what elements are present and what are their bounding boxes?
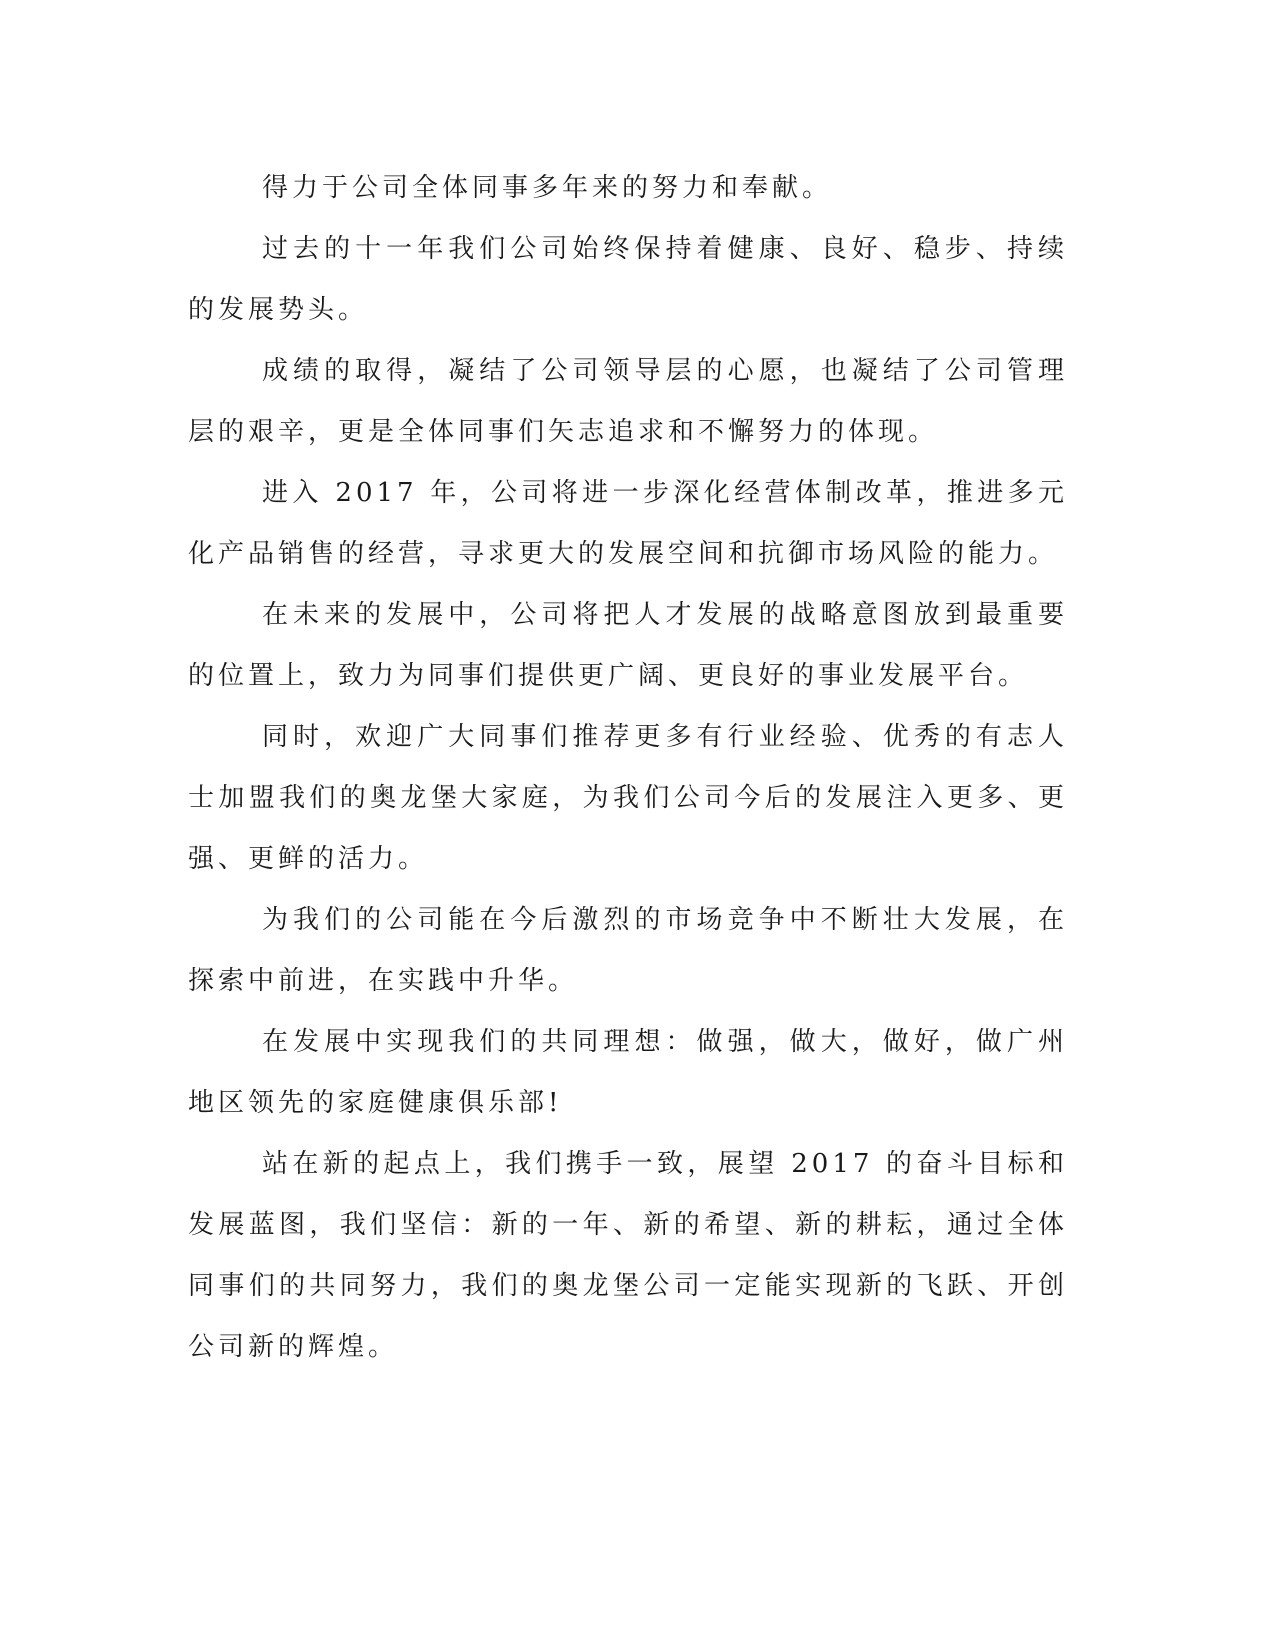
paragraph-8: 在发展中实现我们的共同理想：做强，做大，做好，做广州地区领先的家庭健康俱乐部! — [188, 1027, 1068, 1118]
paragraph-9: 站在新的起点上，我们携手一致，展望 2017 的奋斗目标和发展蓝图，我们坚信：新的一年、新的希望、新的耕耘，通过全体同事们的共同努力，我们的奥龙堡公司一定能实现新的飞跃、开创公司新的辉煌。 — [188, 1149, 1068, 1362]
paragraph-6: 同时，欢迎广大同事们推荐更多有行业经验、优秀的有志人士加盟我们的奥龙堡大家庭，为我们公司今后的发展注入更多、更强、更鲜的活力。 — [188, 722, 1068, 874]
paragraph-4: 进入 2017 年，公司将进一步深化经营体制改革，推进多元化产品销售的经营，寻求更大的发展空间和抗御市场风险的能力。 — [188, 478, 1068, 569]
paragraph-3: 成绩的取得，凝结了公司领导层的心愿，也凝结了公司管理层的艰辛，更是全体同事们矢志追求和不懈努力的体现。 — [188, 356, 1068, 447]
paragraph-7: 为我们的公司能在今后激烈的市场竞争中不断壮大发展，在探索中前进，在实践中升华。 — [188, 905, 1068, 996]
paragraph-2: 过去的十一年我们公司始终保持着健康、良好、稳步、持续的发展势头。 — [188, 234, 1068, 325]
paragraph-1: 得力于公司全体同事多年来的努力和奉献。 — [262, 173, 833, 203]
paragraph-5: 在未来的发展中，公司将把人才发展的战略意图放到最重要的位置上，致力为同事们提供更广阔、更良好的事业发展平台。 — [188, 600, 1068, 691]
document-body — [188, 158, 1068, 1378]
